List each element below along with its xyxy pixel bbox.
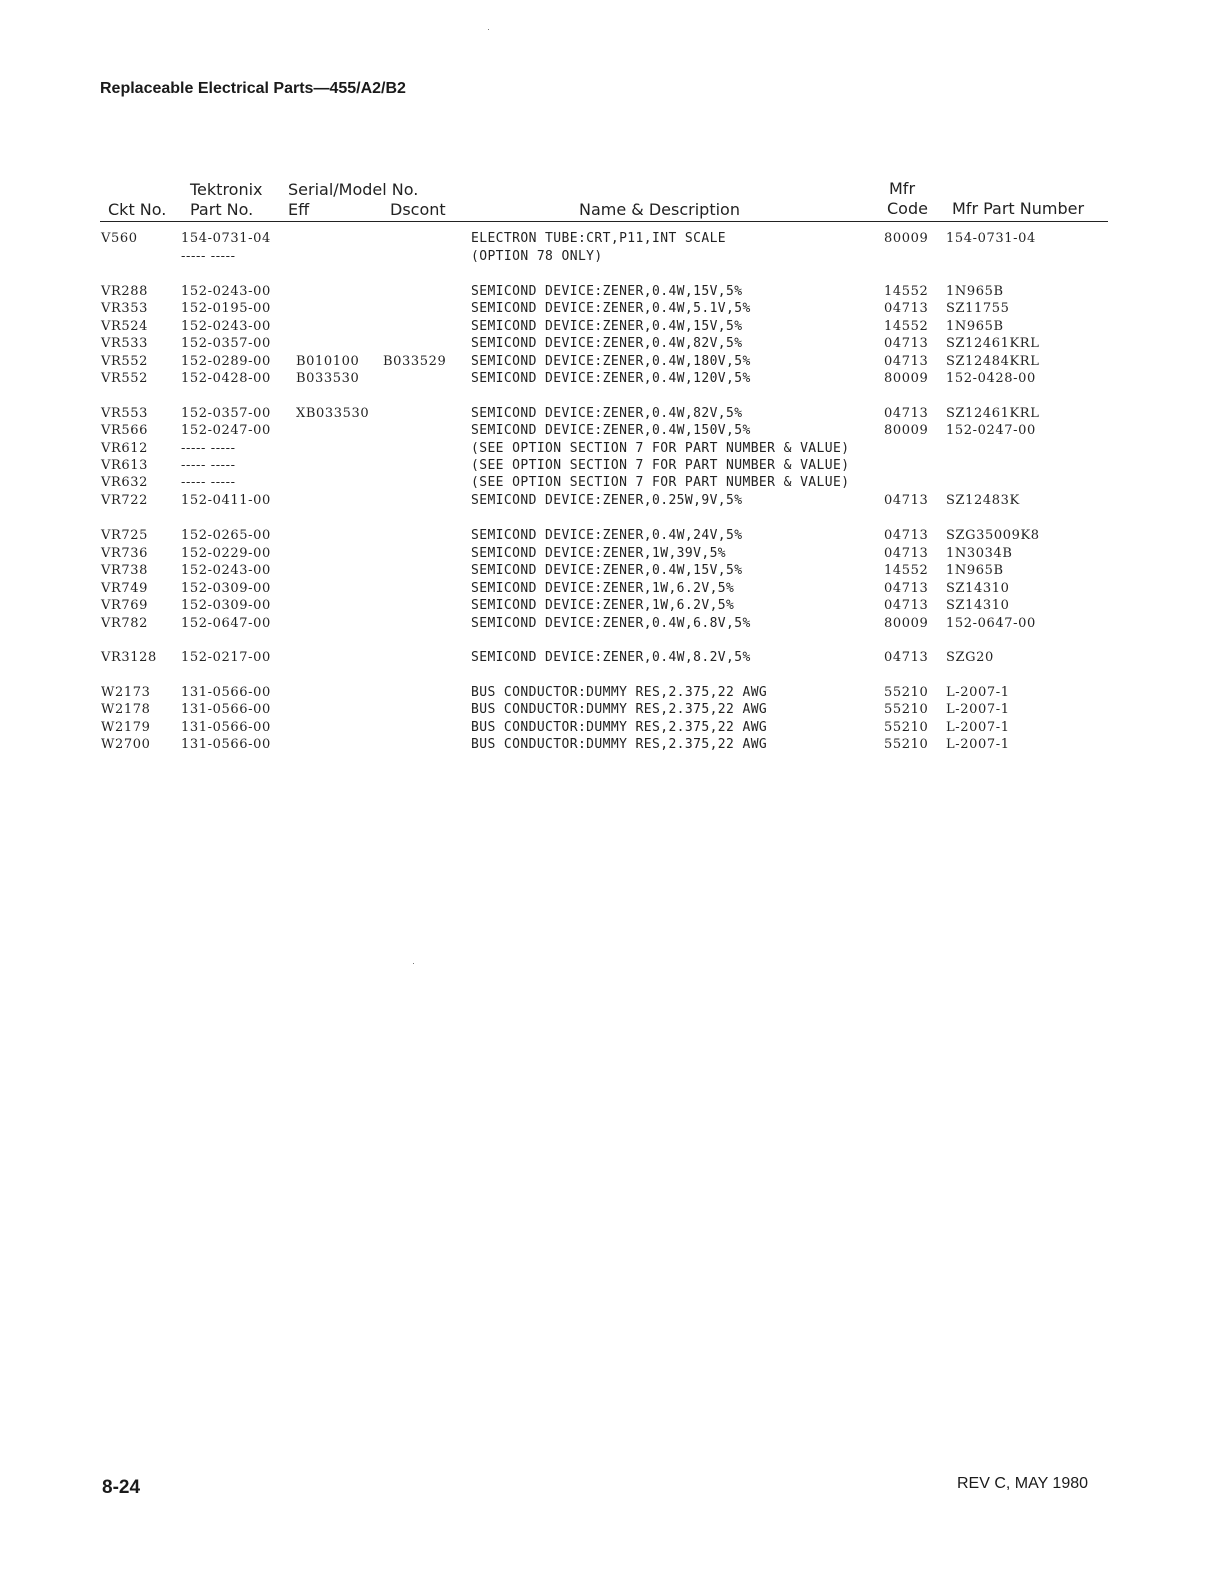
description: SEMICOND DEVICE:ZENER,0.4W,15V,5%: [471, 563, 743, 578]
description: SEMICOND DEVICE:ZENER,0.4W,6.8V,5%: [471, 616, 751, 631]
ckt-no: VR524: [101, 319, 148, 334]
part-no: 152-0243-00: [181, 319, 271, 334]
table-row: [0, 615, 1221, 633]
mfr-code: 04713: [884, 301, 929, 316]
ckt-no: VR769: [101, 598, 148, 613]
table-row: [0, 649, 1221, 667]
mfr-code: 80009: [884, 423, 929, 438]
description: SEMICOND DEVICE:ZENER,0.4W,82V,5%: [471, 336, 743, 351]
description: BUS CONDUCTOR:DUMMY RES,2.375,22 AWG: [471, 685, 768, 700]
part-no: 152-0647-00: [181, 616, 271, 631]
scan-speck: [488, 29, 489, 30]
part-no: 131-0566-00: [181, 737, 271, 752]
table-row: [0, 597, 1221, 615]
mfr-code: 14552: [884, 284, 929, 299]
mfr-part-number: 1N965B: [946, 319, 1004, 334]
ckt-no: VR553: [101, 406, 148, 421]
table-row: [0, 248, 1221, 266]
page-header: Replaceable Electrical Parts—455/A2/B2: [100, 80, 406, 97]
ckt-no: VR782: [101, 616, 148, 631]
part-no: 152-0357-00: [181, 336, 271, 351]
col-tektronix: Tektronix: [190, 180, 263, 199]
mfr-code: 55210: [884, 720, 929, 735]
description: SEMICOND DEVICE:ZENER,0.4W,15V,5%: [471, 319, 743, 334]
description: SEMICOND DEVICE:ZENER,1W,6.2V,5%: [471, 598, 735, 613]
col-ckt-no: Ckt No.: [108, 200, 167, 219]
table-row: [0, 318, 1221, 336]
description: BUS CONDUCTOR:DUMMY RES,2.375,22 AWG: [471, 720, 768, 735]
mfr-code: 04713: [884, 493, 929, 508]
serial-eff: B033530: [296, 371, 360, 386]
mfr-part-number: 152-0428-00: [946, 371, 1036, 386]
col-code: Code: [887, 199, 928, 218]
description: (SEE OPTION SECTION 7 FOR PART NUMBER & VALUE): [471, 441, 850, 456]
col-dscont: Dscont: [390, 200, 446, 219]
mfr-part-number: L-2007-1: [946, 685, 1010, 700]
description: SEMICOND DEVICE:ZENER,0.4W,5.1V,5%: [471, 301, 751, 316]
description: SEMICOND DEVICE:ZENER,0.25W,9V,5%: [471, 493, 743, 508]
part-no: 152-0247-00: [181, 423, 271, 438]
ckt-no: VR612: [101, 441, 148, 456]
description: SEMICOND DEVICE:ZENER,1W,6.2V,5%: [471, 581, 735, 596]
table-row: [0, 335, 1221, 353]
table-row: [0, 492, 1221, 510]
col-name-desc: Name & Description: [579, 200, 740, 219]
mfr-part-number: SZ12461KRL: [946, 336, 1040, 351]
part-no: 152-0217-00: [181, 650, 271, 665]
table-row: [0, 527, 1221, 545]
revision-note: REV C, MAY 1980: [957, 1475, 1089, 1492]
mfr-part-number: SZ14310: [946, 581, 1010, 596]
mfr-part-number: SZ14310: [946, 598, 1010, 613]
mfr-part-number: SZG35009K8: [946, 528, 1040, 543]
mfr-part-number: 1N965B: [946, 284, 1004, 299]
table-row: [0, 422, 1221, 440]
description: SEMICOND DEVICE:ZENER,0.4W,150V,5%: [471, 423, 751, 438]
mfr-part-number: SZG20: [946, 650, 994, 665]
ckt-no: VR566: [101, 423, 148, 438]
mfr-part-number: SZ12461KRL: [946, 406, 1040, 421]
serial-eff: XB033530: [296, 406, 370, 421]
table-row: [0, 457, 1221, 475]
mfr-code: 04713: [884, 528, 929, 543]
ckt-no: W2179: [101, 720, 151, 735]
mfr-part-number: 1N3034B: [946, 546, 1013, 561]
mfr-part-number: SZ11755: [946, 301, 1010, 316]
mfr-code: 80009: [884, 616, 929, 631]
table-row: [0, 736, 1221, 754]
mfr-code: 04713: [884, 546, 929, 561]
mfr-code: 04713: [884, 581, 929, 596]
part-no: 152-0289-00: [181, 354, 271, 369]
col-mfr-part-number: Mfr Part Number: [952, 199, 1085, 218]
description: (SEE OPTION SECTION 7 FOR PART NUMBER & VALUE): [471, 458, 850, 473]
ckt-no: VR632: [101, 475, 148, 490]
ckt-no: V560: [101, 231, 138, 246]
part-no: 152-0243-00: [181, 563, 271, 578]
table-row: [0, 440, 1221, 458]
table-row: [0, 701, 1221, 719]
part-no: 152-0357-00: [181, 406, 271, 421]
ckt-no: VR552: [101, 371, 148, 386]
mfr-code: 04713: [884, 336, 929, 351]
ckt-no: VR3128: [101, 650, 157, 665]
col-eff: Eff: [288, 200, 310, 219]
table-row: [0, 684, 1221, 702]
mfr-part-number: L-2007-1: [946, 720, 1010, 735]
mfr-code: 14552: [884, 563, 929, 578]
col-mfr: Mfr: [889, 179, 916, 198]
mfr-code: 55210: [884, 737, 929, 752]
ckt-no: VR722: [101, 493, 148, 508]
ckt-no: VR533: [101, 336, 148, 351]
mfr-part-number: 152-0247-00: [946, 423, 1036, 438]
table-row: [0, 562, 1221, 580]
description: BUS CONDUCTOR:DUMMY RES,2.375,22 AWG: [471, 702, 768, 717]
ckt-no: VR613: [101, 458, 148, 473]
mfr-code: 80009: [884, 231, 929, 246]
mfr-code: 55210: [884, 702, 929, 717]
serial-dscont: B033529: [383, 354, 447, 369]
table-row: [0, 719, 1221, 737]
description: (OPTION 78 ONLY): [471, 249, 603, 264]
ckt-no: VR353: [101, 301, 148, 316]
part-no: 154-0731-04: [181, 231, 271, 246]
col-serial-model: Serial/Model No.: [288, 180, 419, 199]
table-row: [0, 580, 1221, 598]
description: ELECTRON TUBE:CRT,P11,INT SCALE: [471, 231, 727, 246]
header-rule: [100, 221, 1108, 222]
mfr-part-number: SZ12484KRL: [946, 354, 1040, 369]
mfr-part-number: L-2007-1: [946, 702, 1010, 717]
table-row: [0, 405, 1221, 423]
part-no: 152-0309-00: [181, 581, 271, 596]
mfr-code: 04713: [884, 650, 929, 665]
table-row: [0, 370, 1221, 388]
description: BUS CONDUCTOR:DUMMY RES,2.375,22 AWG: [471, 737, 768, 752]
mfr-part-number: 1N965B: [946, 563, 1004, 578]
mfr-code: 04713: [884, 406, 929, 421]
mfr-code: 14552: [884, 319, 929, 334]
mfr-code: 80009: [884, 371, 929, 386]
ckt-no: W2178: [101, 702, 151, 717]
part-no: 152-0265-00: [181, 528, 271, 543]
mfr-part-number: L-2007-1: [946, 737, 1010, 752]
part-no: 131-0566-00: [181, 702, 271, 717]
ckt-no: VR738: [101, 563, 148, 578]
ckt-no: VR288: [101, 284, 148, 299]
mfr-part-number: 154-0731-04: [946, 231, 1036, 246]
ckt-no: W2700: [101, 737, 151, 752]
serial-eff: B010100: [296, 354, 360, 369]
table-row: [0, 283, 1221, 301]
mfr-code: 04713: [884, 598, 929, 613]
table-row: [0, 474, 1221, 492]
part-no: ----- -----: [181, 441, 236, 456]
table-row: [0, 353, 1221, 371]
part-no: 152-0229-00: [181, 546, 271, 561]
part-no: ----- -----: [181, 249, 236, 264]
table-row: [0, 545, 1221, 563]
ckt-no: W2173: [101, 685, 151, 700]
col-part-no: Part No.: [190, 200, 254, 219]
part-no: 152-0411-00: [181, 493, 271, 508]
scan-speck: [413, 963, 414, 964]
ckt-no: VR736: [101, 546, 148, 561]
mfr-code: 04713: [884, 354, 929, 369]
part-no: ----- -----: [181, 475, 236, 490]
mfr-part-number: 152-0647-00: [946, 616, 1036, 631]
part-no: 152-0243-00: [181, 284, 271, 299]
description: SEMICOND DEVICE:ZENER,0.4W,15V,5%: [471, 284, 743, 299]
description: SEMICOND DEVICE:ZENER,0.4W,120V,5%: [471, 371, 751, 386]
part-no: 152-0428-00: [181, 371, 271, 386]
description: SEMICOND DEVICE:ZENER,1W,39V,5%: [471, 546, 727, 561]
mfr-part-number: SZ12483K: [946, 493, 1020, 508]
ckt-no: VR725: [101, 528, 148, 543]
table-row: [0, 300, 1221, 318]
part-no: 152-0309-00: [181, 598, 271, 613]
ckt-no: VR749: [101, 581, 148, 596]
part-no: 131-0566-00: [181, 685, 271, 700]
description: SEMICOND DEVICE:ZENER,0.4W,24V,5%: [471, 528, 743, 543]
page-number: 8-24: [102, 1477, 141, 1498]
part-no: 152-0195-00: [181, 301, 271, 316]
description: SEMICOND DEVICE:ZENER,0.4W,82V,5%: [471, 406, 743, 421]
mfr-code: 55210: [884, 685, 929, 700]
ckt-no: VR552: [101, 354, 148, 369]
description: SEMICOND DEVICE:ZENER,0.4W,180V,5%: [471, 354, 751, 369]
part-no: 131-0566-00: [181, 720, 271, 735]
description: SEMICOND DEVICE:ZENER,0.4W,8.2V,5%: [471, 650, 751, 665]
table-row: [0, 230, 1221, 248]
part-no: ----- -----: [181, 458, 236, 473]
description: (SEE OPTION SECTION 7 FOR PART NUMBER & VALUE): [471, 475, 850, 490]
